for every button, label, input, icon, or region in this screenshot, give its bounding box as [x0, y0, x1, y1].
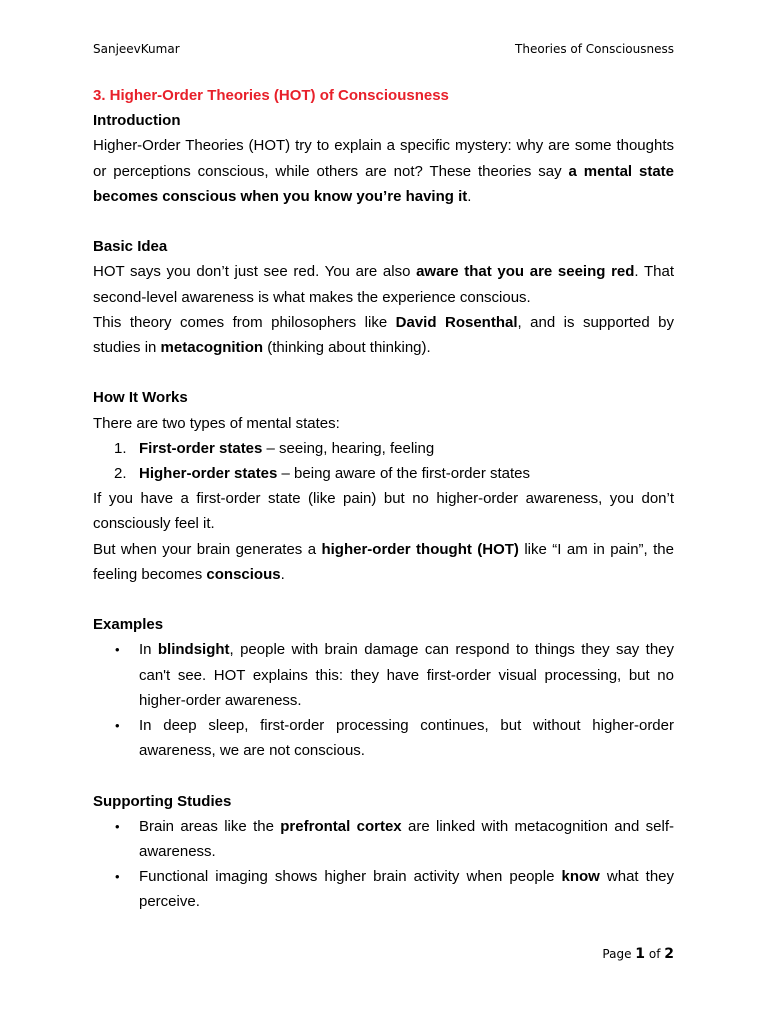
- examples-list: [93, 637, 674, 763]
- intro-paragraph: Higher-Order Theories (HOT) try to explain a specific mystery: why are some thoughts or perceptions conscious, while others are not? These theories say a mental state becomes conscious when you know you’re having it.: [93, 137, 674, 205]
- list-number: 2.: [114, 465, 127, 483]
- list-item: • In blindsight, people with brain damage can respond to things they say they can't see. HOT explains this: they have first-order visual processing, but no higher-order awareness.: [93, 637, 674, 713]
- bullet-icon: •: [115, 818, 120, 834]
- list-number: 1.: [114, 439, 127, 457]
- list-item: 2. Higher-order states – being aware of the first-order states: [93, 461, 674, 486]
- how-it-works-paragraph-2: But when your brain generates a higher-order thought (HOT) like “I am in pain”, the feeling becomes conscious.: [93, 540, 674, 583]
- basic-idea-paragraph-2: This theory comes from philosophers like David Rosenthal, and is supported by studies in metacognition (thinking about thinking).: [93, 313, 674, 357]
- document-body: [93, 83, 674, 915]
- bullet-icon: •: [115, 869, 120, 885]
- basic-idea-paragraph-1: HOT says you don’t just see red. You are also aware that you are seeing red. That second-level awareness is what makes the experience conscious.: [93, 263, 674, 306]
- list-item: • In deep sleep, first-order processing continues, but without higher-order awareness, we are not conscious.: [93, 713, 674, 763]
- supporting-studies-heading: Supporting Studies: [93, 792, 232, 810]
- basic-idea-heading: Basic Idea: [93, 238, 168, 256]
- header-doc-title: Theories of Consciousness: [515, 42, 674, 56]
- list-item: 1. First-order states – seeing, hearing, feeling: [93, 436, 674, 461]
- how-it-works-intro: There are two types of mental states:: [93, 414, 340, 432]
- page-number: Page 1 of 2: [602, 946, 674, 962]
- list-item: • Brain areas like the prefrontal cortex are linked with metacognition and self-awareness.: [93, 814, 674, 864]
- how-it-works-heading: How It Works: [93, 389, 188, 407]
- bullet-icon: •: [115, 642, 120, 658]
- intro-heading: Introduction: [93, 112, 181, 130]
- mental-states-list: [93, 436, 674, 486]
- section-title: 3. Higher-Order Theories (HOT) of Consciousness: [93, 87, 449, 104]
- bullet-icon: •: [115, 718, 120, 734]
- how-it-works-paragraph-1: If you have a first-order state (like pain) but no higher-order awareness, you don’t consciously feel it.: [93, 490, 674, 533]
- studies-list: [93, 814, 674, 915]
- header-author: SanjeevKumar: [93, 42, 180, 56]
- list-item: • Functional imaging shows higher brain activity when people know what they perceive.: [93, 864, 674, 914]
- examples-heading: Examples: [93, 616, 164, 634]
